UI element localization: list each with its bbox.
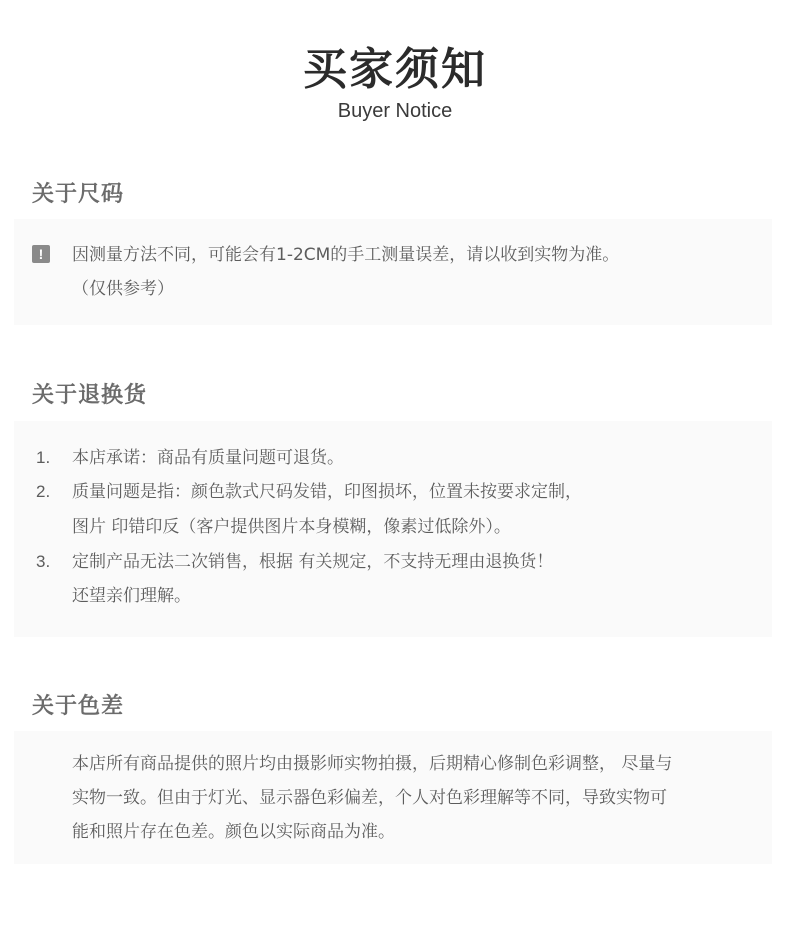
list-item-line: 还望亲们理解。 <box>72 586 191 606</box>
page-title: 买家须知 <box>303 44 487 95</box>
list-item-number: 2. <box>36 482 51 501</box>
list-item-number: 1. <box>36 448 51 467</box>
color-note-line: 本店所有商品提供的照片均由摄影师实物拍摄，后期精心修制色彩调整， 尽量与 <box>72 754 673 774</box>
size-panel <box>14 219 772 325</box>
list-item-line: 图片 印错印反（客户提供图片本身模糊，像素过低除外）。 <box>72 517 511 537</box>
warning-icon: ! <box>32 245 50 263</box>
list-item-line: 本店承诺：商品有质量问题可退货。 <box>72 448 344 468</box>
list-item-line: 定制产品无法二次销售，根据 有关规定，不支持无理由退换货！ <box>72 552 554 572</box>
color-note-line: 实物一致。但由于灯光、显示器色彩偏差，个人对色彩理解等不同，导致实物可 <box>72 788 667 808</box>
section-title-returns: 关于退换货 <box>32 383 148 408</box>
size-note-line: （仅供参考） <box>72 279 174 299</box>
section-title-color: 关于色差 <box>32 694 125 719</box>
color-note-line: 能和照片存在色差。颜色以实际商品为准。 <box>72 822 395 842</box>
list-item-number: 3. <box>36 552 51 571</box>
list-item-line: 质量问题是指：颜色款式尺码发错，印图损坏，位置未按要求定制， <box>72 482 582 502</box>
page-subtitle: Buyer Notice <box>337 100 453 122</box>
size-note-line: 因测量方法不同，可能会有1-2CM的手工测量误差，请以收到实物为准。 <box>72 245 620 265</box>
section-title-size: 关于尺码 <box>32 182 125 207</box>
